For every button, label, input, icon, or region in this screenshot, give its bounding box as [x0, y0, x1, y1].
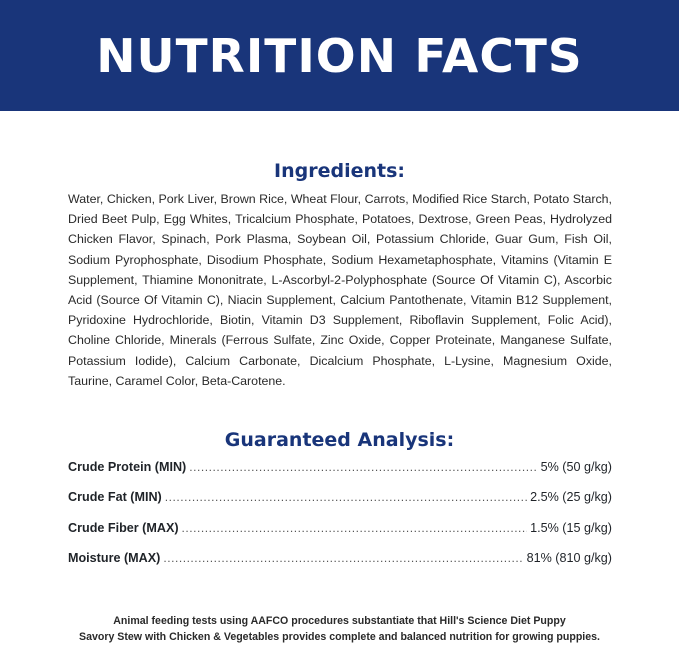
dot-leader: [189, 460, 537, 474]
header-banner: [0, 0, 679, 111]
ingredients-heading: Ingredients:: [274, 160, 405, 182]
aafco-statement-line-2: Savory Stew with Chicken & Vegetables provides complete and balanced nutrition for growing puppies.: [79, 631, 600, 643]
analysis-value: 81% (810 g/kg): [526, 550, 612, 565]
page-title: NUTRITION FACTS: [96, 28, 583, 83]
analysis-row-crude-fat: [68, 490, 612, 520]
guaranteed-analysis-list: [68, 460, 612, 581]
analysis-row-crude-fiber: [68, 521, 612, 551]
aafco-statement: [0, 613, 679, 645]
analysis-row-moisture: [68, 551, 612, 581]
analysis-row-crude-protein: [68, 460, 612, 490]
analysis-label: Crude Protein (MIN): [68, 460, 187, 474]
analysis-label: Crude Fat (MIN): [68, 490, 162, 505]
dot-leader: [163, 551, 523, 565]
dot-leader: [182, 521, 528, 535]
ingredients-text: Water, Chicken, Pork Liver, Brown Rice, Wheat Flour, Carrots, Modified Rice Starch, Potato Starch, Dried Beet Pulp, Egg Whites, Tricalcium Phosphate, Potatoes, Dextrose, Green Peas, Hydrolyzed Chicken Flavor, Spinach, Pork Plasma, Soybean Oil, Potassium Chloride, Guar Gum, Fish Oil, Sodium Pyrophosphate, Disodium Phosphate, Sodium Hexametaphosphate, Vitamins (Vitamin E Supplement, Thiamine Mononitrate, L-Ascorbyl-2-Polyphosphate (Source Of Vitamin C), Ascorbic Acid (Source Of Vitamin C), Niacin Supplement, Calcium Pantothenate, Vitamin B12 Supplement, Pyridoxine Hydrochloride, Biotin, Vitamin D3 Supplement, Riboflavin Supplement, Folic Acid), Choline Chloride, Minerals (Ferrous Sulfate, Zinc Oxide, Copper Proteinate, Manganese Sulfate, Potassium Iodide), Calcium Carbonate, Dicalcium Phosphate, L-Lysine, Magnesium Oxide, Taurine, Caramel Color, Beta-Carotene.: [68, 192, 612, 388]
aafco-statement-line-1: Animal feeding tests using AAFCO procedures substantiate that Hill's Science Diet Puppy: [113, 615, 566, 627]
analysis-label: Moisture (MAX): [68, 550, 161, 565]
dot-leader: [165, 490, 527, 504]
analysis-value: 5% (50 g/kg): [540, 460, 612, 474]
analysis-value: 1.5% (15 g/kg): [530, 520, 612, 535]
analysis-value: 2.5% (25 g/kg): [530, 490, 612, 505]
analysis-label: Crude Fiber (MAX): [68, 520, 179, 535]
guaranteed-analysis-heading: Guaranteed Analysis:: [224, 429, 455, 451]
